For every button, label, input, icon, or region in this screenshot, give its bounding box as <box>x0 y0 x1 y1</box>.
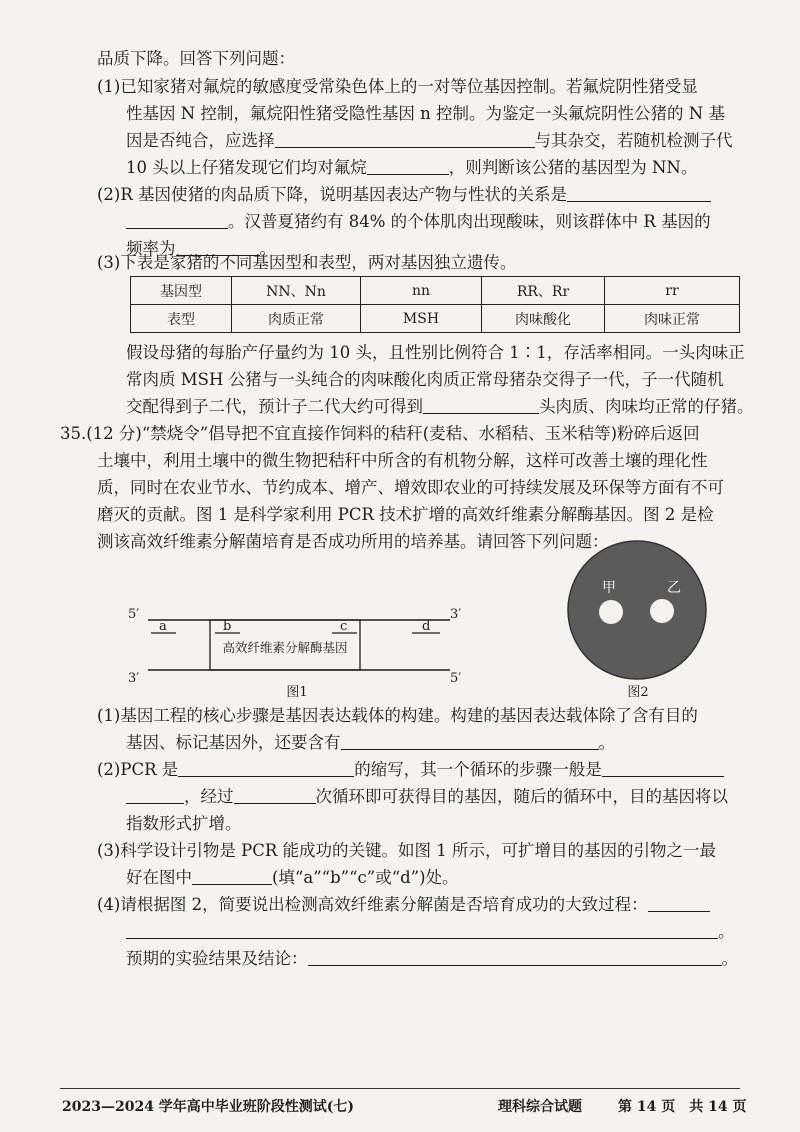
answer-blank[interactable] <box>126 920 718 939</box>
q34-p1-line2: 性基因 N 控制，氟烷阳性猪受隐性基因 n 控制。为鉴定一头氟烷阴性公猪的 N 基 <box>126 104 725 123</box>
answer-blank[interactable] <box>178 758 354 777</box>
q35-p4-line3b: 。 <box>721 949 738 968</box>
table-cell: NN、Nn <box>232 277 361 305</box>
label-c: c <box>340 619 348 634</box>
q34-p3-line4a: 交配得到子二代，预计子二代大约可得到 <box>126 397 423 416</box>
table-cell: RR、Rr <box>482 277 605 305</box>
q35-p2-line2 <box>126 785 728 809</box>
label-b: b <box>223 619 232 634</box>
label-3-top: 3′ <box>450 607 462 622</box>
q35-p1-line2a: 基因、标记基因外，还要含有 <box>126 733 341 752</box>
q35-p3-line2a: 好在图中 <box>126 868 192 887</box>
label-3-bottom: 3′ <box>128 671 140 686</box>
footer-page-number: 第 14 页 共 14 页 <box>618 1099 747 1115</box>
q34-p2-line3b: 。 <box>259 239 276 258</box>
q34-p1-line3b: 与其杂交，若随机检测子代 <box>534 131 733 150</box>
culture-dish <box>568 541 706 679</box>
label-a: a <box>159 619 167 634</box>
q34-p3-line3: 常肉质 MSH 公猪与一头纯合的肉味酸化肉质正常母猪杂交得子一代，子一代随机 <box>126 370 724 389</box>
q34-p3-line2: 假设母猪的每胎产仔量约为 10 头，且性别比例符合 1∶1，存活率相同。一头肉味正 <box>126 343 745 362</box>
q34-p2-line2b: 。汉普夏猪约有 84% 的个体肌肉出现酸味，则该群体中 R 基因的 <box>228 212 711 231</box>
figure-1-caption: 图1 <box>286 685 308 700</box>
q35-intro-line1: 35.(12 分)“禁烧令”倡导把不宜直接作饲料的秸秆(麦秸、水稻秸、玉米秸等)粉碎后返回 <box>60 424 700 443</box>
footer-divider <box>60 1088 740 1089</box>
q34-p1-line3a: 因是否纯合，应选择 <box>126 131 275 150</box>
answer-blank[interactable] <box>308 947 722 966</box>
q34-p1-line4a: 10 头以上仔猪发现它们均对氟烷 <box>126 158 367 177</box>
well-jia <box>599 600 623 624</box>
q35-p4-line2b: 。 <box>718 922 735 941</box>
q35-p2-line1b: 的缩写，其一个循环的步骤一般是 <box>354 760 602 779</box>
q35-intro-line5: 测该高效纤维素分解菌培育是否成功所用的培养基。请回答下列问题： <box>97 532 609 551</box>
answer-blank[interactable] <box>341 731 599 750</box>
q35-p4-line3 <box>126 947 738 971</box>
q35-p2-line1 <box>97 758 724 782</box>
q35-p3-line2b: (填“a”“b”“c”或“d”)处。 <box>272 868 459 887</box>
q35-p4-line1a: (4)请根据图 2，简要说出检测高效纤维素分解菌是否培育成功的大致过程： <box>97 895 648 914</box>
footer-exam-title: 2023—2024 学年高中毕业班阶段性测试(七) <box>62 1099 355 1115</box>
answer-blank[interactable] <box>648 893 710 912</box>
answer-blank[interactable] <box>234 785 316 804</box>
q35-p2-line2b: 次循环即可获得目的基因，随后的循环中，目的基因将以 <box>315 787 728 806</box>
q35-p4-line1 <box>97 893 710 917</box>
well-jia-label: 甲 <box>602 580 616 596</box>
table-cell: 肉质正常 <box>232 305 361 333</box>
q35-p2-line1a: (2)PCR 是 <box>97 760 179 779</box>
q35-p1-line2b: 。 <box>598 733 615 752</box>
q35-p4-line2 <box>126 920 735 944</box>
figure-2-caption: 图2 <box>627 685 649 700</box>
q35-intro-line2: 土壤中，利用土壤中的微生物把秸秆中所含的有机物分解，这样可改善土壤的理化性 <box>97 451 708 470</box>
well-yi-label: 乙 <box>667 580 681 596</box>
answer-blank[interactable] <box>602 758 724 777</box>
table-cell: 基因型 <box>131 277 232 305</box>
label-5-bottom: 5′ <box>450 671 462 686</box>
label-d: d <box>422 619 431 634</box>
q34-p1-line1: (1)已知家猪对氟烷的敏感度受常染色体上的一对等位基因控制。若氟烷阴性猪受显 <box>97 77 698 96</box>
footer-subject: 理科综合试题 <box>498 1099 582 1115</box>
well-yi <box>650 599 674 623</box>
q35-p1-line1: (1)基因工程的核心步骤是基因表达载体的构建。构建的基因表达载体除了含有目的 <box>97 706 698 725</box>
gene-label: 高效纤维素分解酶基因 <box>222 640 348 655</box>
table-cell: 表型 <box>131 305 232 333</box>
q35-intro-line3: 质，同时在农业节水、节约成本、增产、增效即农业的可持续发展及环保等方面有不可 <box>97 478 724 497</box>
q35-p2-line3: 指数形式扩增。 <box>126 814 242 833</box>
table-cell: 肉味酸化 <box>482 305 605 333</box>
q34-p1-line4b: ，则判断该公猪的基因型为 NN。 <box>448 158 698 177</box>
q35-p2-line2a: ，经过 <box>184 787 234 806</box>
table-cell: rr <box>605 277 740 305</box>
q35-p3-line2 <box>126 866 459 890</box>
q34-p2-line1a: (2)R 基因使猪的肉品质下降，说明基因表达产物与性状的关系是 <box>97 185 568 204</box>
q35-p1-line2 <box>126 731 615 755</box>
answer-blank[interactable] <box>192 866 272 885</box>
q35-p4-line3a: 预期的实验结果及结论： <box>126 949 308 968</box>
label-5-top: 5′ <box>128 607 140 622</box>
answer-blank[interactable] <box>126 785 184 804</box>
table-cell: nn <box>361 277 482 305</box>
q34-p2-line3a: 频率为 <box>126 239 176 258</box>
header-line: 品质下降。回答下列问题： <box>97 49 295 68</box>
q35-p3-line1: (3)科学设计引物是 PCR 能成功的关键。如图 1 所示，可扩增目的基因的引物之一最 <box>97 841 716 860</box>
q34-p3-line4b: 头肉质、肉味均正常的仔猪。 <box>539 397 754 416</box>
table-cell: 肉味正常 <box>605 305 740 333</box>
q34-p3-line1: (3)下表是家猪的不同基因型和表型，两对基因独立遗传。 <box>97 253 517 272</box>
q35-intro-line4: 磨灭的贡献。图 1 是科学家利用 PCR 技术扩增的高效纤维素分解酶基因。图 2 是检 <box>97 505 714 524</box>
table-cell: MSH <box>361 305 482 333</box>
